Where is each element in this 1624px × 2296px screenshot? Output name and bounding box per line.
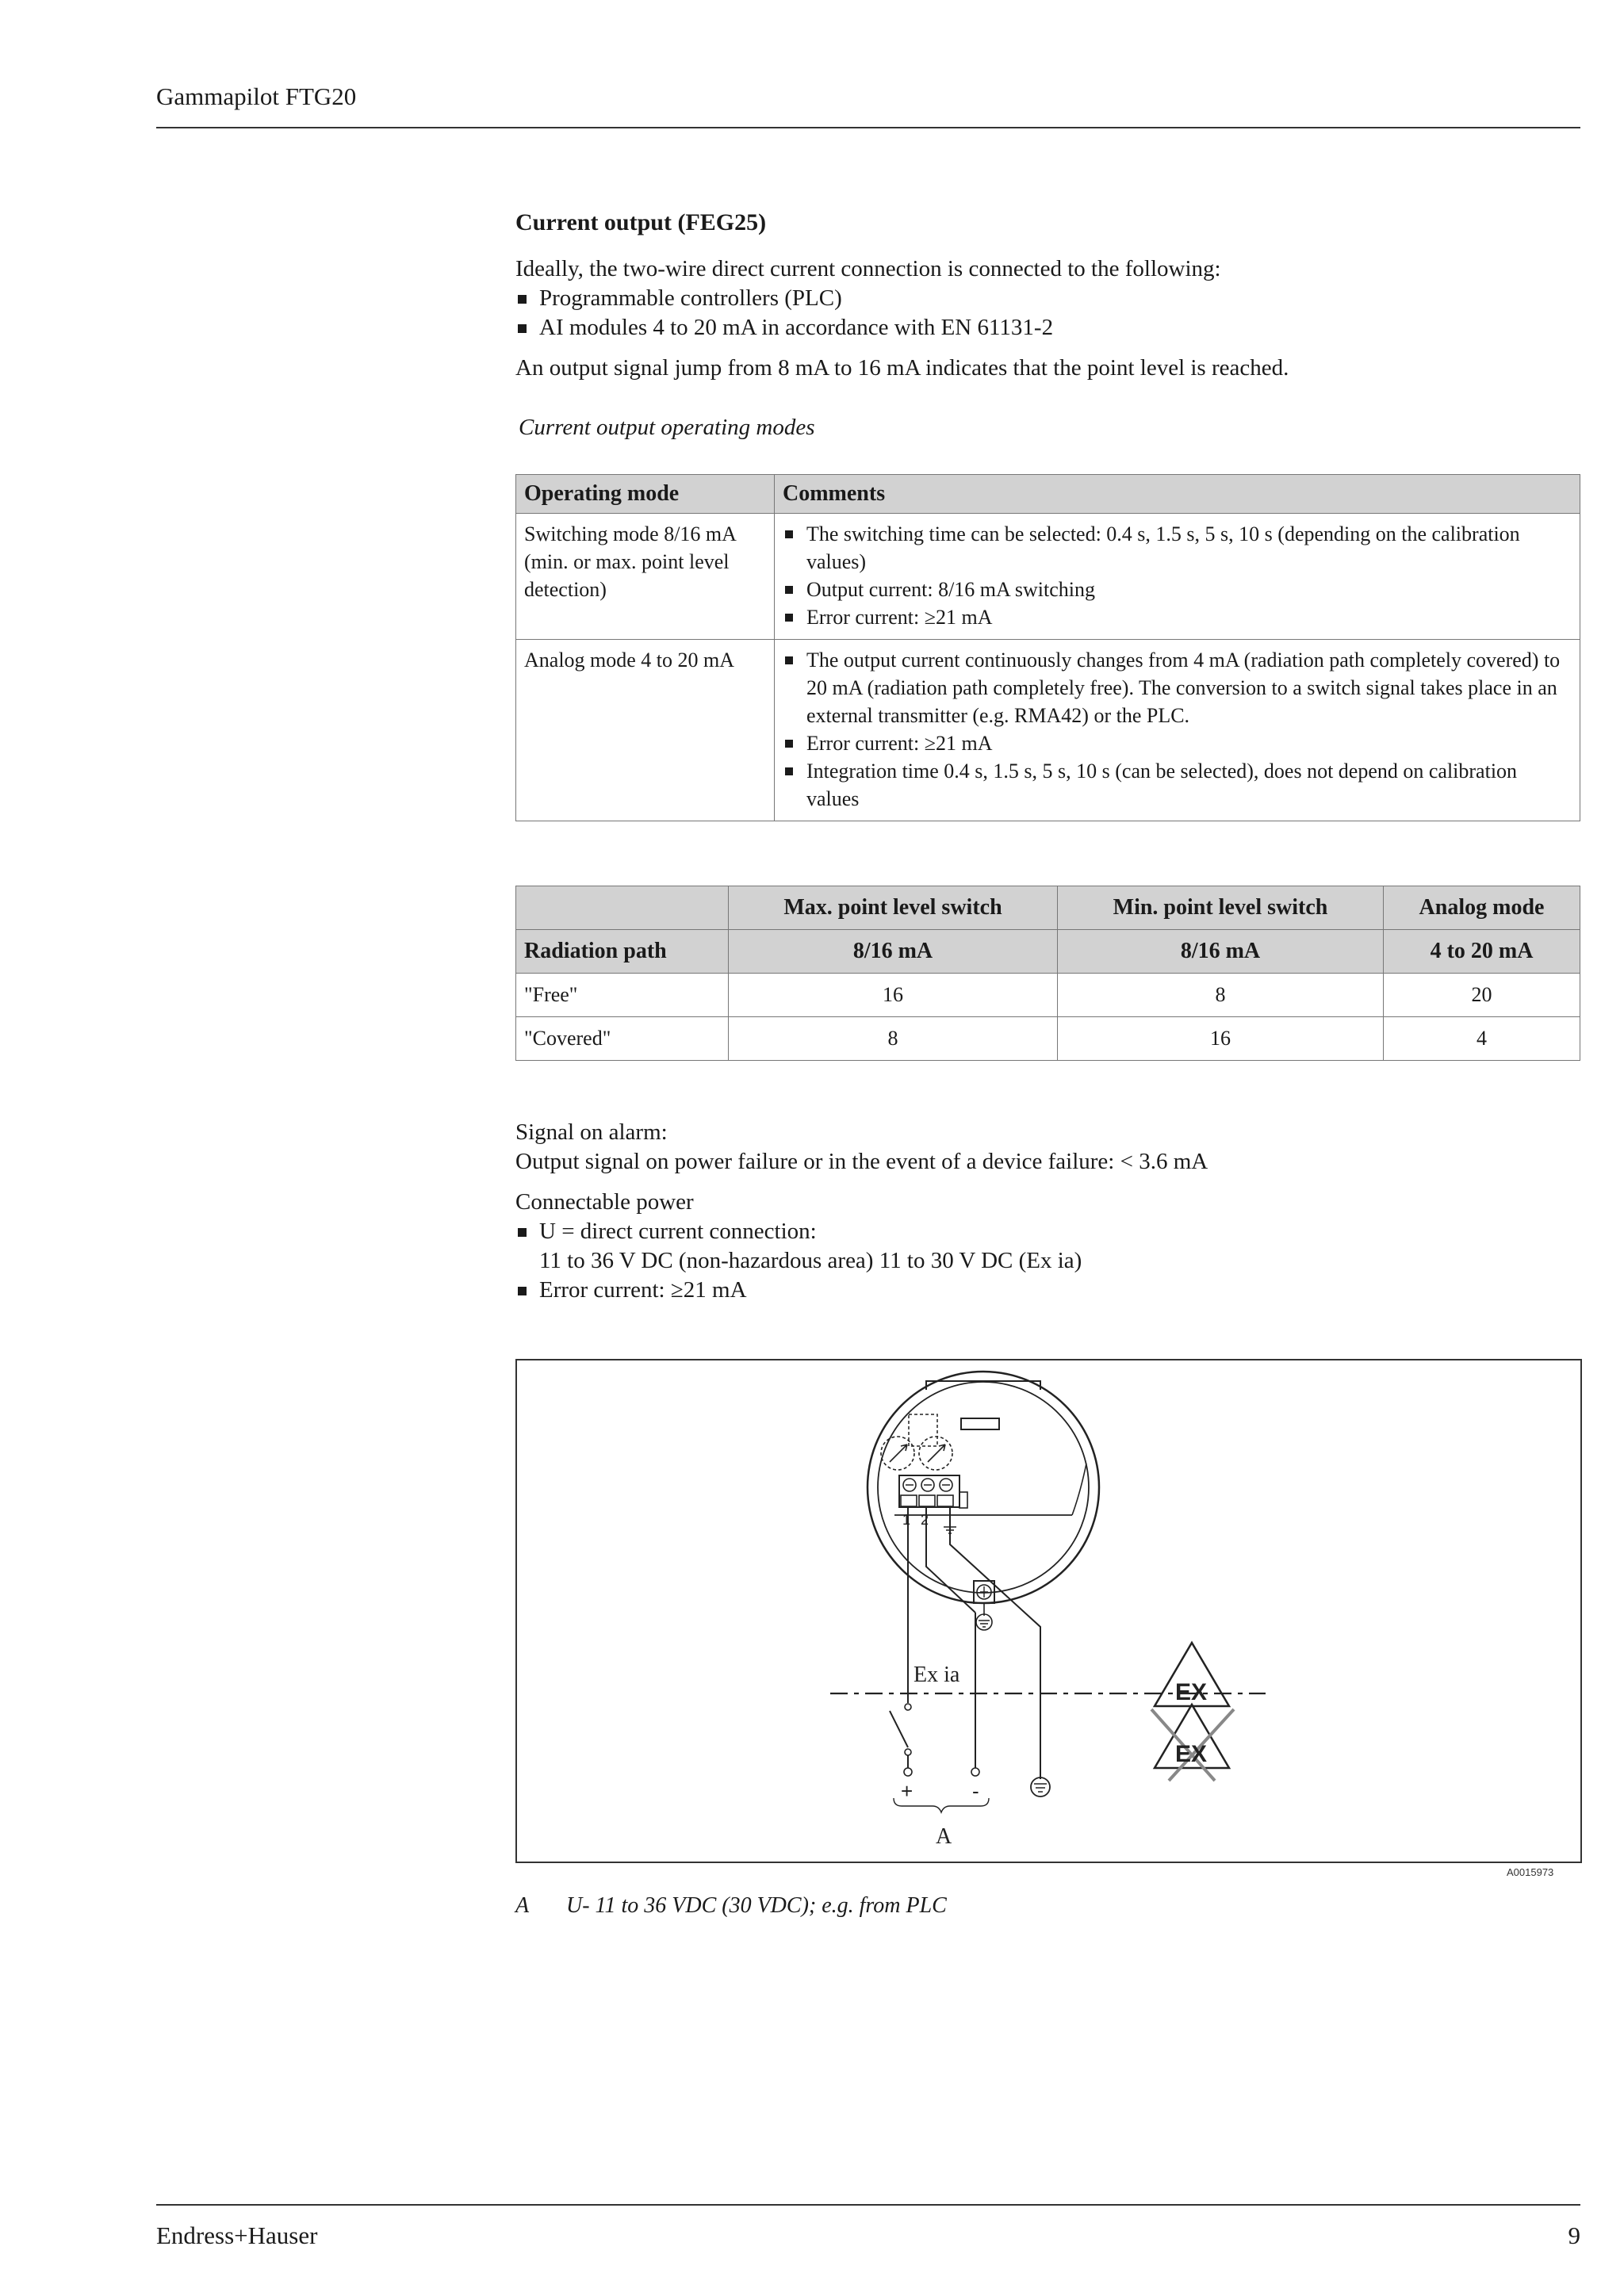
table-row bbox=[516, 1017, 1580, 1061]
list-item: Error current: ≥21 mA bbox=[783, 603, 1572, 631]
list-item: Error current: ≥21 mA bbox=[515, 1276, 1580, 1305]
table-cell: 20 bbox=[1384, 974, 1580, 1017]
figure-legend bbox=[515, 1893, 947, 1919]
table-cell: "Free" bbox=[516, 974, 729, 1017]
housing-label-plate bbox=[961, 1418, 999, 1429]
housing-outer-circle bbox=[868, 1372, 1099, 1603]
table-cell: 16 bbox=[729, 974, 1058, 1017]
plus-label: + bbox=[901, 1779, 914, 1803]
dip-switch-dashed-box bbox=[909, 1414, 937, 1446]
figure-id: A0015973 bbox=[1507, 1866, 1554, 1878]
list-item: Programmable controllers (PLC) bbox=[515, 284, 1580, 313]
internal-ground-lines bbox=[979, 1621, 990, 1627]
column-header bbox=[516, 886, 729, 930]
switch-lever bbox=[890, 1711, 908, 1747]
internal-ground-circle bbox=[976, 1614, 992, 1630]
column-header: Comments bbox=[775, 475, 1580, 514]
switch-contact-top bbox=[905, 1704, 911, 1710]
table-row bbox=[516, 974, 1580, 1017]
column-header: 4 to 20 mA bbox=[1384, 930, 1580, 974]
column-header: Min. point level switch bbox=[1058, 886, 1384, 930]
column-header: Analog mode bbox=[1384, 886, 1580, 930]
footer-brand: Endress+Hauser bbox=[156, 2221, 318, 2249]
list-item: Error current: ≥21 mA bbox=[783, 729, 1572, 757]
list-item: The switching time can be selected: 0.4 s, 1.5 s, 5 s, 10 s (depending on the calibration values) bbox=[783, 520, 1572, 576]
power-label: Connectable power bbox=[515, 1189, 694, 1215]
group-label-a: A bbox=[936, 1824, 952, 1849]
minus-terminal-point bbox=[971, 1768, 979, 1776]
power-bullet-list bbox=[515, 1217, 1580, 1305]
comments-cell bbox=[775, 514, 1580, 640]
pot-arrow-1 bbox=[890, 1445, 907, 1462]
list-item bbox=[515, 1217, 1580, 1276]
intro-text: Ideally, the two-wire direct current connection is connected to the following: bbox=[515, 256, 1221, 281]
table-caption: Current output operating modes bbox=[519, 415, 815, 440]
table-header-row bbox=[516, 886, 1580, 930]
operating-modes-table bbox=[515, 474, 1580, 821]
plus-terminal-point bbox=[904, 1768, 912, 1776]
table-row bbox=[516, 640, 1580, 821]
switch-contact-bottom bbox=[905, 1749, 911, 1755]
housing-inner-circle bbox=[878, 1382, 1089, 1593]
operating-modes-table-wrap bbox=[515, 474, 1580, 821]
header-title: Gammapilot FTG20 bbox=[156, 82, 357, 110]
power-bullet-line1: U = direct current connection: bbox=[539, 1219, 817, 1244]
section-body bbox=[515, 208, 1580, 442]
legend-key: A bbox=[515, 1893, 530, 1918]
wiring-diagram bbox=[517, 1360, 1580, 1862]
table-row bbox=[516, 514, 1580, 640]
column-header: Max. point level switch bbox=[729, 886, 1058, 930]
terminal-block-tab bbox=[959, 1492, 967, 1508]
alarm-power-block bbox=[515, 1118, 1580, 1305]
table-cell: 8 bbox=[1058, 974, 1384, 1017]
table-cell: 8 bbox=[729, 1017, 1058, 1061]
header-rule bbox=[156, 127, 1580, 128]
values-table-wrap bbox=[515, 886, 1580, 1061]
comments-cell bbox=[775, 640, 1580, 821]
wire-ground bbox=[950, 1508, 1040, 1779]
section-heading: Current output (FEG25) bbox=[515, 209, 767, 235]
intro-bullet-list bbox=[515, 284, 1580, 342]
table-header-row bbox=[516, 475, 1580, 514]
terminal-label-1: 1 bbox=[902, 1512, 911, 1528]
terminal-cell-2 bbox=[919, 1495, 935, 1506]
ground-screw-cross bbox=[980, 1586, 988, 1598]
external-ground-lines bbox=[1034, 1784, 1047, 1792]
ex-sign-text: EX bbox=[1175, 1679, 1208, 1705]
list-item: Integration time 0.4 s, 1.5 s, 5 s, 10 s (can be selected), does not depend on calibration values bbox=[783, 757, 1572, 813]
table-cell: "Covered" bbox=[516, 1017, 729, 1061]
mode-cell: Analog mode 4 to 20 mA bbox=[516, 640, 775, 821]
table-cell: 4 bbox=[1384, 1017, 1580, 1061]
legend-text: U- 11 to 36 VDC (30 VDC); e.g. from PLC bbox=[566, 1893, 947, 1918]
column-header: 8/16 mA bbox=[1058, 930, 1384, 974]
jump-text: An output signal jump from 8 mA to 16 mA indicates that the point level is reached. bbox=[515, 355, 1289, 381]
power-bullet-line2: 11 to 36 V DC (non-hazardous area) 11 to 30 V DC (Ex ia) bbox=[539, 1248, 1082, 1273]
terminal-cell-1 bbox=[901, 1495, 917, 1506]
terminal-cell-3 bbox=[937, 1495, 953, 1506]
list-item: AI modules 4 to 20 mA in accordance with EN 61131-2 bbox=[515, 313, 1580, 342]
column-header: 8/16 mA bbox=[729, 930, 1058, 974]
page-number: 9 bbox=[1568, 2221, 1580, 2249]
values-table bbox=[515, 886, 1580, 1061]
compartment-curve bbox=[1072, 1464, 1086, 1515]
list-item: The output current continuously changes from 4 mA (radiation path completely covered) to 20 mA (radiation path completely free). The conversion to a switch signal takes place in an external transmitter (e.g. RMA42) or the PLC. bbox=[783, 646, 1572, 729]
ex-zone-label: Ex ia bbox=[914, 1663, 960, 1687]
mode-cell: Switching mode 8/16 mA (min. or max. point level detection) bbox=[516, 514, 775, 640]
table-header-row bbox=[516, 930, 1580, 974]
table-cell: 16 bbox=[1058, 1017, 1384, 1061]
alarm-text: Output signal on power failure or in the event of a device failure: < 3.6 mA bbox=[515, 1149, 1208, 1174]
list-item: Output current: 8/16 mA switching bbox=[783, 576, 1572, 603]
minus-label: - bbox=[972, 1779, 979, 1803]
wiring-diagram-frame bbox=[515, 1359, 1582, 1863]
external-ground-circle bbox=[1031, 1777, 1050, 1797]
pot-arrow-2 bbox=[928, 1445, 945, 1462]
footer-rule bbox=[156, 2204, 1580, 2206]
column-header: Radiation path bbox=[516, 930, 729, 974]
ex-crossed-sign-text: EX bbox=[1175, 1741, 1208, 1767]
alarm-label: Signal on alarm: bbox=[515, 1119, 668, 1145]
terminal-label-2: 2 bbox=[921, 1512, 929, 1528]
column-header: Operating mode bbox=[516, 475, 775, 514]
